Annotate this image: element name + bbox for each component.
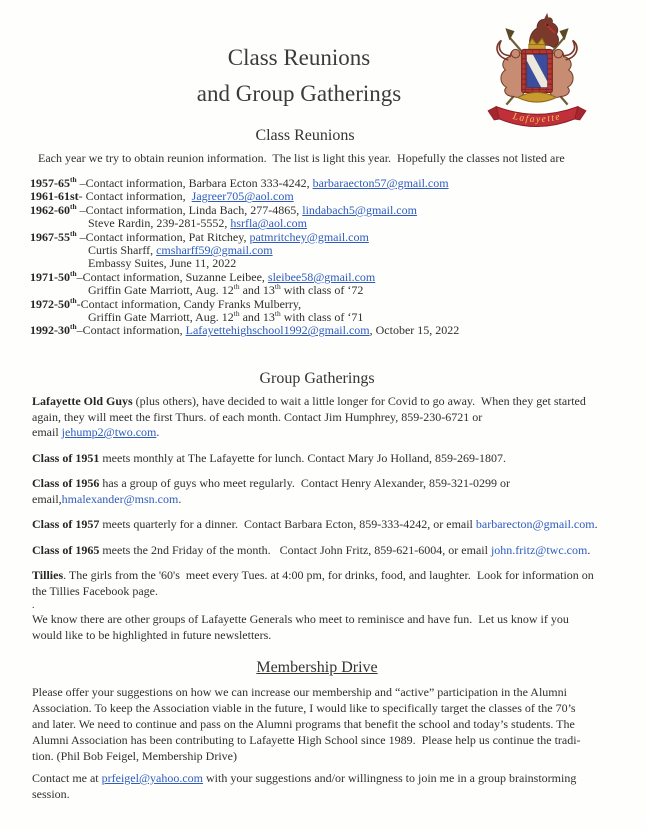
bold-label: th xyxy=(70,201,77,211)
email-link[interactable]: cmsharff59@gmail.com xyxy=(156,243,273,258)
paragraph xyxy=(32,394,642,441)
email-link[interactable]: Jagreer705@aol.com xyxy=(191,189,294,204)
text-run: session. xyxy=(32,787,70,801)
text-run: . xyxy=(156,425,160,439)
text-run: . xyxy=(178,491,182,506)
text-run: and 13 xyxy=(239,283,275,298)
paragraph xyxy=(32,612,642,643)
crest-shield-icon xyxy=(522,50,553,93)
text-run: Contact me at xyxy=(32,771,102,785)
paragraph xyxy=(32,568,642,599)
text-run: –Contact information, Barbara Ecton 333-4242, xyxy=(76,176,313,190)
reunions-intro-text: Each year we try to obtain reunion information. The list is light this year. Hopefully the classes not listed are xyxy=(38,151,565,165)
bold-label: Class of 1965 xyxy=(32,542,100,557)
text-run: email xyxy=(32,425,62,439)
reunion-line xyxy=(30,201,459,217)
text-run: . xyxy=(587,542,591,557)
bold-label: 1992-30 xyxy=(30,323,70,338)
bold-label: 1971-50 xyxy=(30,269,70,284)
text-run: –Contact information, Pat Ritchey, xyxy=(76,229,250,244)
text-run: tion. (Phil Bob Feigel, Membership Drive) xyxy=(32,749,237,763)
text-run: has a group of guys who meet regularly. Contact Henry Alexander, 859-321-0299 or xyxy=(99,476,510,490)
text-run: (plus others), have decided to wait a little longer for Covid to go away. When they get started xyxy=(132,394,586,408)
bold-label: 1972-50 xyxy=(30,296,70,311)
text-run: -Contact information, Candy Franks Mulberry, xyxy=(76,296,302,311)
paragraph xyxy=(32,601,642,610)
page-title-line1: Class Reunions xyxy=(227,45,371,70)
reunion-line xyxy=(30,244,459,257)
email-link[interactable]: hmalexander@msn.com xyxy=(61,491,179,506)
email-link[interactable]: hsrfla@aol.com xyxy=(230,216,308,231)
text-run: Association. To keep the Association viable in the future, I would like to specifically target the classes of the 70’s xyxy=(32,701,576,715)
text-run: Griffin Gate Marriott, Aug. 12 xyxy=(88,310,234,325)
text-run: - Contact information, xyxy=(78,189,192,204)
reunion-line xyxy=(30,190,459,203)
text-run: . The girls from the '60's meet every Tues. at 4:00 pm, for drinks, food, and laughter. Look for information on xyxy=(63,568,594,582)
text-run: and 13 xyxy=(239,310,275,325)
text-run: email, xyxy=(32,491,62,506)
text-run: –Contact information, Linda Bach, 277-4865, xyxy=(76,202,303,217)
text-run: and later. We need to continue and pass on the Alumni programs that benefit the school and today’s students. The xyxy=(32,717,575,731)
email-link[interactable]: lindabach5@gmail.com xyxy=(302,202,417,217)
reunion-line xyxy=(30,217,459,230)
reunion-line xyxy=(30,284,459,297)
text-run: with your suggestions and/or willingness to join me in a group brainstorming xyxy=(203,771,577,785)
text-run: . xyxy=(594,517,598,531)
class-reunions-heading: Class Reunions xyxy=(255,127,355,144)
text-run: meets the 2nd Friday of the month. Contact John Fritz, 859-621-6004, or email xyxy=(99,542,491,557)
reunion-line xyxy=(30,324,459,337)
text-run: again, they will meet the first Thurs. of each month. Contact Jim Humphrey, 859-230-6721 or xyxy=(32,409,483,424)
text-run: –Contact information, xyxy=(76,323,186,338)
text-run: th xyxy=(233,309,240,319)
bold-label: Class of 1956 xyxy=(32,476,100,490)
paragraph xyxy=(32,770,642,802)
text-run: Please offer your suggestions on how we can increase our membership and “active” participation in the Alumni xyxy=(32,685,567,699)
group-gatherings-section xyxy=(32,369,642,653)
email-link[interactable]: john.fritz@twc.com xyxy=(490,542,588,557)
paragraph xyxy=(32,684,642,764)
text-run: th xyxy=(233,282,240,292)
reunion-line xyxy=(30,228,459,244)
paragraph xyxy=(32,517,642,533)
bold-label: th xyxy=(70,295,77,305)
membership-drive-heading: Membership Drive xyxy=(256,659,378,676)
paragraph xyxy=(32,476,642,507)
reunion-list xyxy=(30,177,459,338)
text-run: Steve Rardin, 239-281-5552, xyxy=(88,216,231,231)
crest-banner-icon xyxy=(488,107,586,127)
email-link[interactable]: sleibee58@gmail.com xyxy=(267,269,376,284)
reunion-line xyxy=(30,177,459,190)
text-run: meets quarterly for a dinner. Contact Barbara Ecton, 859-333-4242, or email xyxy=(99,517,476,531)
email-link[interactable]: prfeigel@yahoo.com xyxy=(101,771,204,785)
bold-label: 1967-55 xyxy=(30,229,70,244)
text-run: Curtis Sharff, xyxy=(88,243,157,258)
text-run: , October 15, 2022 xyxy=(369,323,460,338)
email-link[interactable]: barbaraecton57@gmail.com xyxy=(312,176,449,190)
group-gatherings-heading: Group Gatherings xyxy=(259,370,375,387)
paragraph xyxy=(32,451,642,467)
bold-label: Lafayette Old Guys xyxy=(32,394,133,408)
text-run: meets monthly at The Lafayette for lunch. Contact Mary Jo Holland, 859-269-1807. xyxy=(99,450,507,465)
text-run: with class of ‘71 xyxy=(280,310,364,325)
text-run: We know there are other groups of Lafayette Generals who meet to reminisce and have fun. Let us know if you xyxy=(32,612,569,626)
text-run: Griffin Gate Marriott, Aug. 12 xyxy=(88,283,234,298)
group-gatherings-paragraphs xyxy=(32,394,642,643)
bold-label: 1962-60 xyxy=(30,202,70,217)
bold-label: 1961-61st xyxy=(30,189,79,204)
svg-text:Lafayette xyxy=(511,111,563,125)
bold-label: 1957-65 xyxy=(30,176,70,190)
email-link[interactable]: patmritchey@gmail.com xyxy=(249,229,369,244)
bold-label: Class of 1957 xyxy=(32,517,100,531)
paragraph xyxy=(32,543,642,559)
bold-label: th xyxy=(70,322,77,332)
text-run: th xyxy=(274,282,281,292)
page-title-line2: and Group Gatherings xyxy=(196,81,402,106)
reunion-line xyxy=(30,257,459,270)
text-run: th xyxy=(274,309,281,319)
text-run: Embassy Suites, June 11, 2022 xyxy=(88,256,237,271)
text-run: –Contact information, Suzanne Leibee, xyxy=(76,269,268,284)
bold-label: th xyxy=(70,228,77,238)
crest-banner-text: Lafayette xyxy=(511,111,563,126)
lafayette-crest-logo xyxy=(486,12,588,134)
text-run: would like to be highlighted in future newsletters. xyxy=(32,627,272,642)
bold-label: th xyxy=(70,175,77,184)
text-run: . xyxy=(32,600,35,611)
membership-drive-section xyxy=(32,658,642,808)
email-link[interactable]: barbarecton@gmail.com xyxy=(475,517,595,531)
text-run: the Tillies Facebook page. xyxy=(32,583,158,598)
email-link[interactable]: jehump2@two.com xyxy=(61,425,157,439)
text-run: with class of ‘72 xyxy=(280,283,364,298)
membership-paragraphs xyxy=(32,684,642,802)
text-run: Alumni Association has been contributing to Lafayette High School since 1989. Please help us continue the tradi- xyxy=(32,733,581,747)
bold-label: th xyxy=(70,268,77,278)
bold-label: Class of 1951 xyxy=(32,450,100,465)
email-link[interactable]: Lafayettehighschool1992@gmail.com xyxy=(185,323,370,338)
bold-label: Tillies xyxy=(32,568,64,582)
